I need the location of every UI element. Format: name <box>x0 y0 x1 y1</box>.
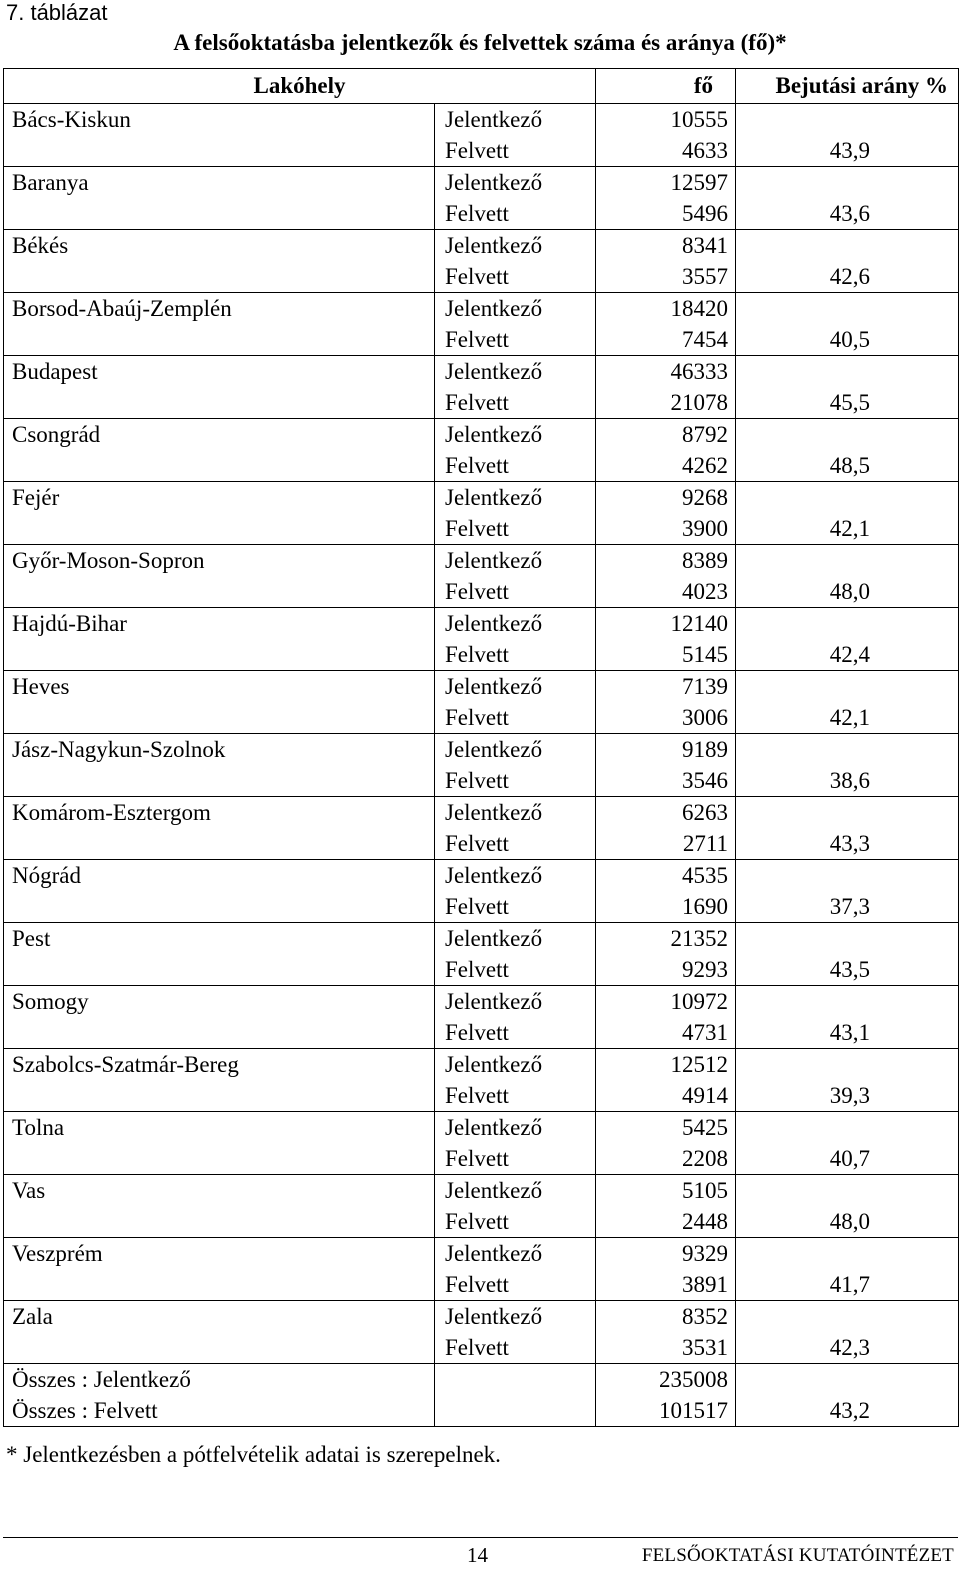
applicant-label: Jelentkező <box>445 863 543 888</box>
table-row <box>4 167 959 230</box>
rate-cell <box>736 545 959 608</box>
county-cell: Vas <box>4 1175 435 1238</box>
admitted-label: Felvett <box>445 1272 509 1297</box>
admission-rate: 38,6 <box>829 768 870 793</box>
rate-cell <box>736 419 959 482</box>
applicant-label: Jelentkező <box>445 296 543 321</box>
table-row <box>4 482 959 545</box>
header-fo: fő <box>596 69 736 104</box>
admission-rate: 43,3 <box>829 831 870 856</box>
admitted-label: Felvett <box>445 390 509 415</box>
header-row <box>4 69 959 104</box>
admitted-count: 1690 <box>682 894 728 919</box>
county-cell: Csongrád <box>4 419 435 482</box>
table-row <box>4 1238 959 1301</box>
count-cell <box>596 293 736 356</box>
type-cell <box>435 860 596 923</box>
admitted-label: Felvett <box>445 201 509 226</box>
admitted-label: Felvett <box>445 957 509 982</box>
county-cell: Komárom-Esztergom <box>4 797 435 860</box>
admission-rate: 48,0 <box>829 579 870 604</box>
rate-cell <box>736 860 959 923</box>
admitted-count: 4023 <box>682 579 728 604</box>
applicant-count: 21352 <box>670 926 728 951</box>
admitted-label: Felvett <box>445 579 509 604</box>
header-arany: Bejutási arány % <box>736 69 959 104</box>
table-row <box>4 860 959 923</box>
admission-rate: 43,9 <box>829 138 870 163</box>
applicant-label: Jelentkező <box>445 926 543 951</box>
admission-rate: 45,5 <box>829 390 870 415</box>
table-row <box>4 734 959 797</box>
admitted-count: 9293 <box>682 957 728 982</box>
admitted-count: 4633 <box>682 138 728 163</box>
type-cell <box>435 419 596 482</box>
admission-rate: 43,1 <box>829 1020 870 1045</box>
rate-cell <box>736 1049 959 1112</box>
count-cell <box>596 230 736 293</box>
applicant-count: 46333 <box>670 359 728 384</box>
admitted-count: 4262 <box>682 453 728 478</box>
admitted-label: Felvett <box>445 264 509 289</box>
applicant-count: 5105 <box>682 1178 728 1203</box>
admission-rate: 42,1 <box>829 516 870 541</box>
applicant-label: Jelentkező <box>445 422 543 447</box>
totals-admitted-label: Összes : Felvett <box>12 1398 158 1423</box>
admission-rate: 42,6 <box>829 264 870 289</box>
count-cell <box>596 923 736 986</box>
footer-divider <box>3 1537 958 1538</box>
admitted-label: Felvett <box>445 1146 509 1171</box>
count-cell <box>596 734 736 797</box>
count-cell <box>596 482 736 545</box>
table-row <box>4 1112 959 1175</box>
county-cell: Budapest <box>4 356 435 419</box>
rate-cell <box>736 923 959 986</box>
rate-cell <box>736 986 959 1049</box>
rate-cell <box>736 1301 959 1364</box>
admitted-count: 3546 <box>682 768 728 793</box>
table-row <box>4 419 959 482</box>
type-cell <box>435 167 596 230</box>
rate-cell <box>736 671 959 734</box>
county-cell: Jász-Nagykun-Szolnok <box>4 734 435 797</box>
rate-cell <box>736 797 959 860</box>
county-cell: Hajdú-Bihar <box>4 608 435 671</box>
rate-cell <box>736 167 959 230</box>
type-cell <box>435 1175 596 1238</box>
rate-cell <box>736 356 959 419</box>
county-cell: Békés <box>4 230 435 293</box>
admitted-label: Felvett <box>445 1083 509 1108</box>
type-cell <box>435 671 596 734</box>
applicant-count: 9189 <box>682 737 728 762</box>
count-cell <box>596 545 736 608</box>
applicant-label: Jelentkező <box>445 1241 543 1266</box>
type-cell <box>435 986 596 1049</box>
footnote: * Jelentkezésben a pótfelvételik adatai is szerepelnek. <box>6 1442 501 1467</box>
type-cell <box>435 1301 596 1364</box>
admission-rate: 42,3 <box>829 1335 870 1360</box>
institute-name: FELSŐOKTATÁSI KUTATÓINTÉZET <box>641 1545 954 1566</box>
applicant-label: Jelentkező <box>445 485 543 510</box>
count-cell <box>596 860 736 923</box>
admission-rate: 43,5 <box>829 957 870 982</box>
admitted-count: 3006 <box>682 705 728 730</box>
admission-rate: 39,3 <box>829 1083 870 1108</box>
applicant-label: Jelentkező <box>445 359 543 384</box>
totals-row <box>4 1364 959 1427</box>
table-row <box>4 545 959 608</box>
table-row <box>4 356 959 419</box>
table-row <box>4 986 959 1049</box>
admitted-label: Felvett <box>445 642 509 667</box>
county-cell: Veszprém <box>4 1238 435 1301</box>
admitted-count: 4914 <box>682 1083 728 1108</box>
admitted-count: 3557 <box>682 264 728 289</box>
table-title-text: A felsőoktatásba jelentkezők és felvettek száma és aránya (fő)* <box>173 30 787 55</box>
applicant-label: Jelentkező <box>445 1178 543 1203</box>
applicant-label: Jelentkező <box>445 1115 543 1140</box>
totals-applicant-label: Összes : Jelentkező <box>12 1367 191 1392</box>
admission-rate: 41,7 <box>829 1272 870 1297</box>
county-cell: Baranya <box>4 167 435 230</box>
applicant-label: Jelentkező <box>445 548 543 573</box>
admitted-label: Felvett <box>445 138 509 163</box>
applicant-count: 8341 <box>682 233 728 258</box>
county-cell: Győr-Moson-Sopron <box>4 545 435 608</box>
applicant-count: 12512 <box>670 1052 728 1077</box>
rate-cell <box>736 608 959 671</box>
count-cell <box>596 1301 736 1364</box>
applicant-count: 8352 <box>682 1304 728 1329</box>
admitted-label: Felvett <box>445 516 509 541</box>
table-row <box>4 1301 959 1364</box>
county-cell: Fejér <box>4 482 435 545</box>
admitted-count: 3531 <box>682 1335 728 1360</box>
table-row <box>4 293 959 356</box>
count-cell <box>596 419 736 482</box>
admitted-count: 2208 <box>682 1146 728 1171</box>
totals-admitted-count: 101517 <box>659 1398 728 1423</box>
count-cell <box>596 671 736 734</box>
admitted-count: 5145 <box>682 642 728 667</box>
table-body <box>4 104 959 1427</box>
admitted-label: Felvett <box>445 453 509 478</box>
admitted-count: 3891 <box>682 1272 728 1297</box>
table-row <box>4 104 959 167</box>
applicant-count: 10972 <box>670 989 728 1014</box>
table-row <box>4 1175 959 1238</box>
admitted-label: Felvett <box>445 894 509 919</box>
applicant-count: 9268 <box>682 485 728 510</box>
county-cell: Szabolcs-Szatmár-Bereg <box>4 1049 435 1112</box>
admissions-table <box>3 68 959 1427</box>
count-cell <box>596 104 736 167</box>
admitted-label: Felvett <box>445 327 509 352</box>
applicant-label: Jelentkező <box>445 674 543 699</box>
county-cell: Pest <box>4 923 435 986</box>
applicant-count: 12140 <box>670 611 728 636</box>
totals-type-cell <box>435 1364 596 1427</box>
rate-cell <box>736 734 959 797</box>
rate-cell <box>736 104 959 167</box>
admission-rate: 48,5 <box>829 453 870 478</box>
applicant-count: 7139 <box>682 674 728 699</box>
count-cell <box>596 356 736 419</box>
applicant-count: 5425 <box>682 1115 728 1140</box>
applicant-count: 12597 <box>670 170 728 195</box>
count-cell <box>596 608 736 671</box>
applicant-label: Jelentkező <box>445 1052 543 1077</box>
admission-rate: 37,3 <box>829 894 870 919</box>
applicant-label: Jelentkező <box>445 989 543 1014</box>
applicant-count: 18420 <box>670 296 728 321</box>
applicant-label: Jelentkező <box>445 611 543 636</box>
header-lakohely: Lakóhely <box>4 69 596 104</box>
count-cell <box>596 1238 736 1301</box>
applicant-label: Jelentkező <box>445 233 543 258</box>
applicant-count: 8792 <box>682 422 728 447</box>
type-cell <box>435 923 596 986</box>
admitted-count: 21078 <box>670 390 728 415</box>
admitted-label: Felvett <box>445 1020 509 1045</box>
applicant-count: 10555 <box>670 107 728 132</box>
table-row <box>4 923 959 986</box>
applicant-count: 6263 <box>682 800 728 825</box>
totals-rate-cell <box>736 1364 959 1427</box>
applicant-label: Jelentkező <box>445 737 543 762</box>
type-cell <box>435 608 596 671</box>
type-cell <box>435 230 596 293</box>
count-cell <box>596 1112 736 1175</box>
rate-cell <box>736 1175 959 1238</box>
admitted-count: 2448 <box>682 1209 728 1234</box>
count-cell <box>596 167 736 230</box>
applicant-count: 9329 <box>682 1241 728 1266</box>
admitted-count: 5496 <box>682 201 728 226</box>
type-cell <box>435 734 596 797</box>
county-cell: Tolna <box>4 1112 435 1175</box>
admitted-count: 4731 <box>682 1020 728 1045</box>
type-cell <box>435 356 596 419</box>
admitted-label: Felvett <box>445 1209 509 1234</box>
rate-cell <box>736 293 959 356</box>
rate-cell <box>736 1112 959 1175</box>
admission-rate: 43,6 <box>829 201 870 226</box>
type-cell <box>435 293 596 356</box>
table-row <box>4 1049 959 1112</box>
applicant-label: Jelentkező <box>445 800 543 825</box>
admitted-count: 3900 <box>682 516 728 541</box>
totals-rate: 43,2 <box>829 1398 870 1423</box>
page-number: 14 <box>467 1543 488 1567</box>
admission-rate: 40,5 <box>829 327 870 352</box>
table-label: 7. táblázat <box>6 0 108 25</box>
count-cell <box>596 1049 736 1112</box>
admitted-label: Felvett <box>445 1335 509 1360</box>
admitted-label: Felvett <box>445 705 509 730</box>
applicant-label: Jelentkező <box>445 170 543 195</box>
admission-rate: 42,1 <box>829 705 870 730</box>
totals-applicant-count: 235008 <box>659 1367 728 1392</box>
applicant-count: 4535 <box>682 863 728 888</box>
table-row <box>4 797 959 860</box>
type-cell <box>435 1049 596 1112</box>
admitted-count: 2711 <box>682 831 728 856</box>
rate-cell <box>736 482 959 545</box>
county-cell: Heves <box>4 671 435 734</box>
count-cell <box>596 797 736 860</box>
rate-cell <box>736 1238 959 1301</box>
table-title <box>0 30 960 56</box>
totals-count-cell <box>596 1364 736 1427</box>
table-row <box>4 671 959 734</box>
county-cell: Bács-Kiskun <box>4 104 435 167</box>
county-cell: Borsod-Abaúj-Zemplén <box>4 293 435 356</box>
type-cell <box>435 104 596 167</box>
admission-rate: 48,0 <box>829 1209 870 1234</box>
rate-cell <box>736 230 959 293</box>
count-cell <box>596 986 736 1049</box>
type-cell <box>435 482 596 545</box>
admitted-label: Felvett <box>445 768 509 793</box>
admitted-count: 7454 <box>682 327 728 352</box>
county-cell: Zala <box>4 1301 435 1364</box>
applicant-label: Jelentkező <box>445 107 543 132</box>
admitted-label: Felvett <box>445 831 509 856</box>
admission-rate: 40,7 <box>829 1146 870 1171</box>
count-cell <box>596 1175 736 1238</box>
type-cell <box>435 1112 596 1175</box>
table-row <box>4 230 959 293</box>
applicant-count: 8389 <box>682 548 728 573</box>
totals-label-cell <box>4 1364 435 1427</box>
county-cell: Somogy <box>4 986 435 1049</box>
applicant-label: Jelentkező <box>445 1304 543 1329</box>
type-cell <box>435 545 596 608</box>
county-cell: Nógrád <box>4 860 435 923</box>
admission-rate: 42,4 <box>829 642 870 667</box>
type-cell <box>435 1238 596 1301</box>
table-row <box>4 608 959 671</box>
type-cell <box>435 797 596 860</box>
